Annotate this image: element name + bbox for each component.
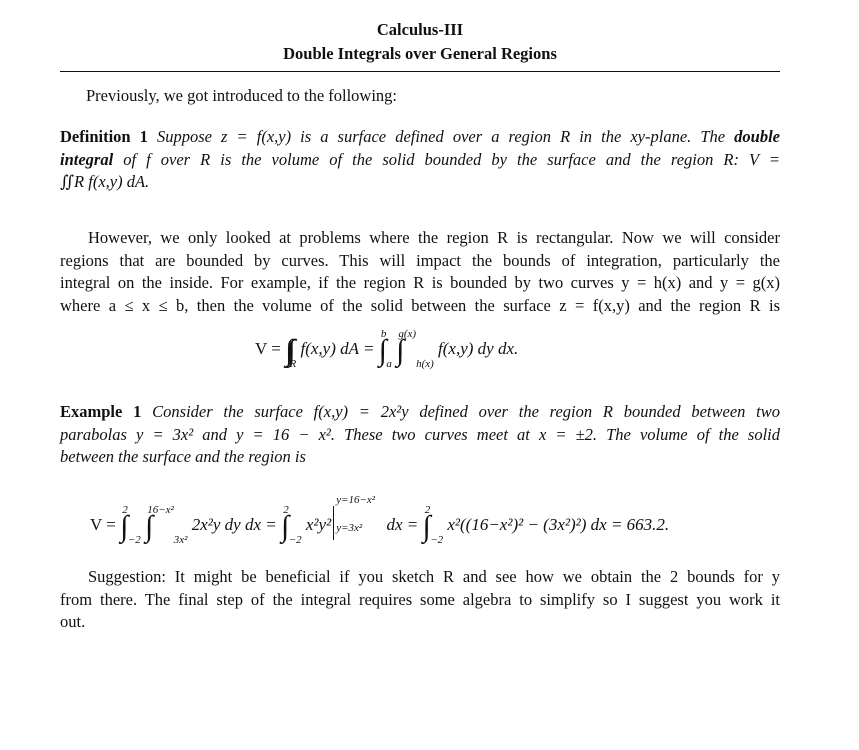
formula1-lhs: V = [255, 339, 281, 358]
formula2-outer-lower: −2 [127, 534, 141, 546]
example-block [60, 401, 780, 469]
formula1-region: R [289, 358, 297, 370]
suggestion-line-1: Suggestion: It might be beneficial if you sketch R and see how we obtain the 2 bounds for y [88, 567, 780, 586]
definition-line-1 [60, 126, 780, 149]
formula1-inner-upper: g(x) [398, 328, 417, 340]
evaluation-bar [333, 506, 334, 540]
example-line-2: parabolas y = 3x² and y = 16 − x². These two curves meet at x = ±2. The volume of the solid [60, 424, 780, 444]
example-text-1: Consider the surface f(x,y) = 2x²y defined over the region R bounded between two [152, 402, 781, 421]
outer-integral-sign: ∫ [120, 510, 123, 543]
formula2-eval-lower: −2 [288, 534, 302, 546]
definition-text-a: Suppose z = f(x,y) is a surface defined over a region R in the xy-plane. The [156, 127, 726, 146]
formula1-outer-upper: b [380, 328, 387, 340]
formula1-integrand: f(x,y) dA = [300, 339, 375, 358]
volume-formula [255, 328, 519, 370]
formula1-inner-lower: h(x) [416, 358, 434, 370]
double-integral-sign: ∫∫ [285, 334, 290, 367]
outer-integral-sign: ∫ [378, 334, 381, 367]
suggestion-paragraph [60, 566, 780, 634]
eval-integral-sign: ∫ [280, 510, 284, 543]
inner-integral-sign: ∫ [144, 510, 148, 543]
definition-line-2 [60, 149, 780, 172]
final-integral-sign: ∫ [422, 510, 425, 543]
definition-label: Definition 1 [60, 127, 148, 146]
formula2-inner-upper: 16−x² [147, 504, 174, 516]
formula2-lhs: V = [90, 515, 116, 534]
formula2-final-lower: −2 [430, 534, 444, 546]
formula2-outer-upper: 2 [122, 504, 128, 516]
course-title: Calculus-III [376, 20, 464, 39]
definition-text-b: of f over R is the volume of the solid bounded by the surface and the region R: V = [123, 149, 781, 169]
definition-term-1: double [734, 127, 781, 146]
formula2-inner-lower: 3x² [173, 534, 188, 546]
definition-term-2: integral [60, 149, 114, 169]
evaluation-bounds [336, 494, 382, 534]
formula2-integrand: 2x²y dy dx = [191, 515, 277, 534]
formula2-eval-bot: y=3x² [336, 522, 363, 534]
example-label: Example 1 [60, 402, 142, 421]
formula1-rhs: f(x,y) dy dx. [438, 339, 519, 358]
formula2-eval-dx: dx = [386, 515, 419, 534]
example-line-3: between the surface and the region is [60, 447, 306, 466]
header-rule [60, 71, 780, 72]
definition-formula: ∬R f(x,y) dA. [60, 172, 150, 191]
intro-paragraph: Previously, we got introduced to the following: [86, 86, 398, 105]
definition-block [60, 126, 780, 194]
formula2-final-upper: 2 [424, 504, 431, 516]
formula2-eval-top: y=16−x² [336, 494, 376, 506]
formula2-final-expr: x²((16−x²)² − (3x²)²) dx = 663.2. [447, 515, 670, 534]
suggestion-line-2: from there. The final step of the integral requires some algebra to simplify so I suggest you work it [60, 589, 780, 609]
body-paragraph [60, 227, 780, 317]
example-line-1 [60, 401, 780, 424]
body-line-4: where a ≤ x ≤ b, then the volume of the solid between the surface z = f(x,y) and the region R is [60, 295, 780, 315]
body-line-3: integral on the inside. For example, if the region R is bounded by two curves y = h(x) and y = g(x) [60, 273, 780, 292]
formula2-eval-upper: 2 [283, 504, 289, 516]
example-formula [90, 494, 670, 546]
formula2-eval-expr: x²y² [305, 515, 332, 534]
formula1-outer-lower: a [386, 358, 392, 370]
body-line-2: regions that are bounded by curves. This will impact the bounds of integration, particularly the [60, 250, 780, 270]
inner-integral-sign: ∫ [396, 334, 399, 367]
topic-title: Double Integrals over General Regions [283, 44, 557, 63]
body-line-1: However, we only looked at problems where the region R is rectangular. Now we will consider [88, 228, 780, 247]
suggestion-line-3: out. [60, 612, 86, 631]
